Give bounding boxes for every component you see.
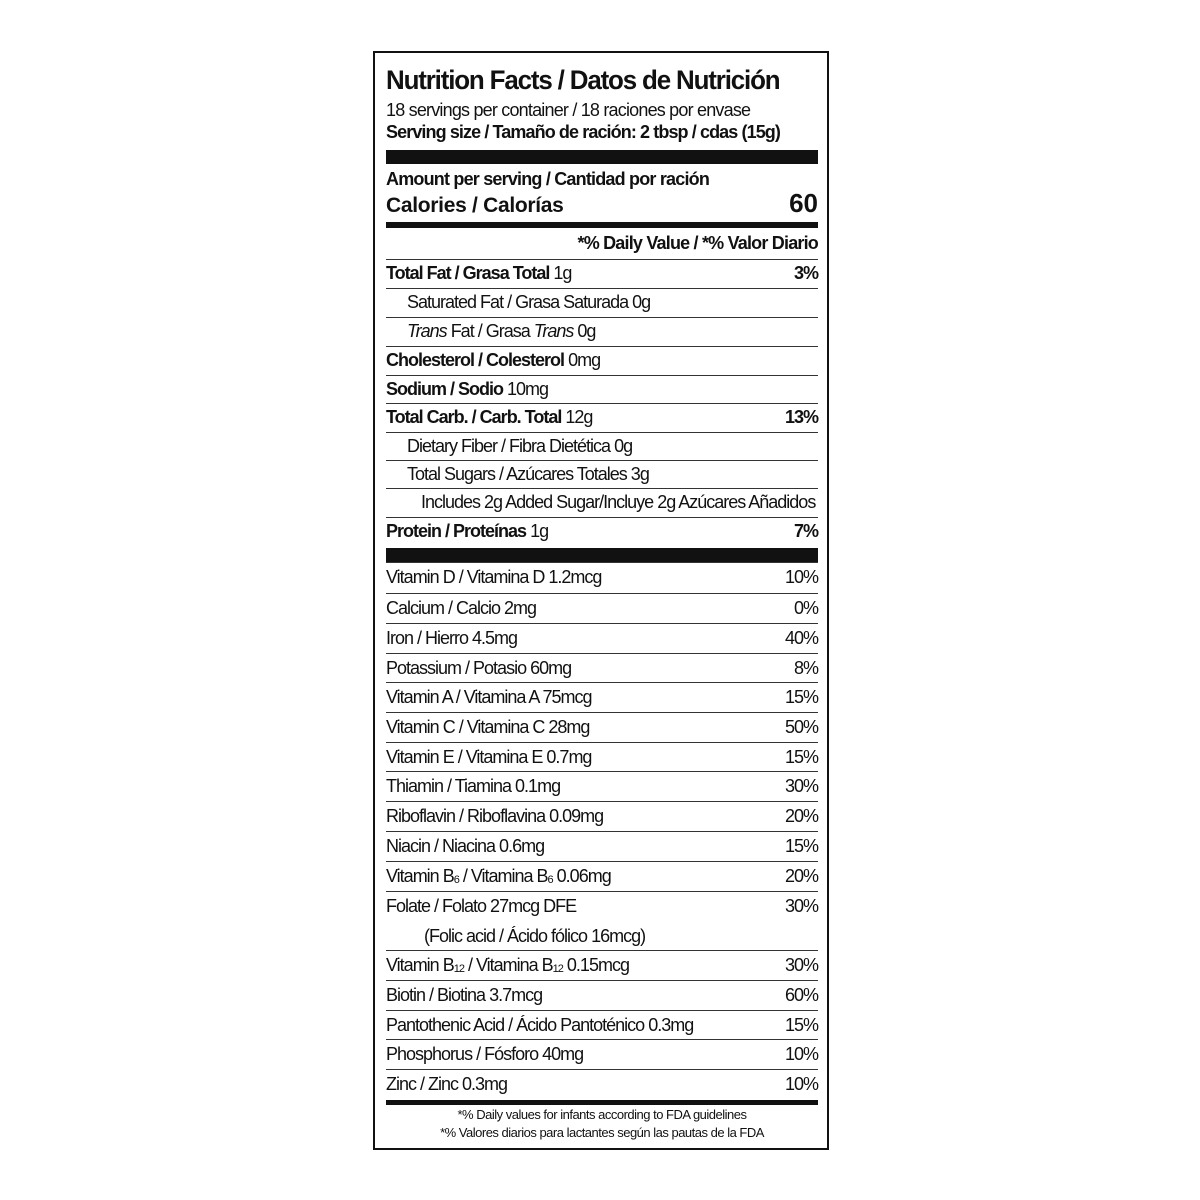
trans-word: Trans [407,321,447,341]
vitamin-row [386,593,818,623]
vitamin-row [386,1010,818,1040]
nutrient-amount: 1g [530,521,549,541]
vitamin-row [386,801,818,831]
thick-divider [386,548,818,562]
vitamin-dv: 20% [784,866,818,886]
vitamin-row [386,623,818,653]
vitamin-label: Vitamin A / Vitamina A 75mcg [386,687,592,707]
vitamin-row-b12 [386,950,818,980]
b12-amount: 0.15mcg [562,955,629,975]
nutrient-amount: 1g [553,263,572,283]
vitamin-row [386,771,818,801]
label-content [386,53,818,1148]
vitamin-row [386,682,818,712]
nutrient-row-total-fat [386,259,818,288]
nutrient-name: Saturated Fat / Grasa Saturada [407,292,629,312]
b12-subscript-es: 12 [552,963,563,975]
b6-text-a: Vitamin B [386,866,454,886]
medium-divider [386,222,818,228]
nutrient-name: Total Sugars / Azúcares Totales 3g [407,464,649,484]
vitamin-dv: 40% [784,628,818,648]
nutrient-row-total-sugars [386,460,818,489]
vitamin-dv: 10% [784,1074,818,1094]
b6-amount: 0.06mg [552,866,611,886]
nutrient-row-cholesterol [386,346,818,375]
vitamin-dv: 30% [784,776,818,796]
vitamin-dv: 15% [784,687,818,707]
folic-acid-label: (Folic acid / Ácido fólico 16mcg) [424,926,646,946]
vitamin-label [386,866,611,887]
vitamin-dv: 10% [784,567,818,587]
b12-text-a: Vitamin B [386,955,454,975]
vitamin-label: Niacin / Niacina 0.6mg [386,836,545,856]
nutrient-amount: 0g [577,321,596,341]
nutrient-name: Total Carb. / Carb. Total [386,407,562,427]
vitamin-dv: 50% [784,717,818,737]
trans-word-es: Trans [533,321,574,341]
vitamin-row [386,1069,818,1099]
calories-label: Calories / Calorías [386,194,564,217]
nutrient-name: Sodium / Sodio [386,379,503,399]
vitamin-row-b6 [386,861,818,891]
nutrient-dv: 3% [793,263,818,283]
vitamin-row [386,831,818,861]
nutrient-row-dietary-fiber [386,432,818,461]
trans-fat-text: Fat / Grasa [446,321,534,341]
label-title: Nutrition Facts / Datos de Nutrición [386,65,780,95]
nutrient-row-trans-fat [386,317,818,346]
vitamin-label: Folate / Folato 27mcg DFE [386,896,577,916]
b6-subscript-es: 6 [547,874,553,886]
nutrient-name: Total Fat / Grasa Total [386,263,550,283]
vitamin-label: Vitamin E / Vitamina E 0.7mg [386,747,592,767]
vitamin-row [386,1039,818,1069]
vitamin-label [386,955,629,976]
serving-size: Serving size / Tamaño de ración: 2 tbsp / cdas (15g) [386,122,780,142]
vitamin-dv: 15% [784,836,818,856]
vitamin-label: Calcium / Calcio 2mg [386,598,537,618]
nutrient-row-added-sugars [386,488,818,517]
vitamin-row-folate [386,891,818,950]
vitamin-label: Vitamin C / Vitamina C 28mg [386,717,590,737]
nutrient-amount: 0g [632,292,651,312]
vitamin-row [386,653,818,683]
nutrient-amount: 0mg [568,350,601,370]
footer-divider [386,1100,818,1105]
nutrient-row-total-carb [386,403,818,432]
vitamin-label: Potassium / Potasio 60mg [386,658,572,678]
nutrient-dv: 7% [793,521,818,541]
vitamin-label: Pantothenic Acid / Ácido Pantoténico 0.3mg [386,1015,694,1035]
b12-text-b: / Vitamina B [463,955,553,975]
servings-per-container: 18 servings per container / 18 raciones por envase [386,100,751,120]
amount-per-serving: Amount per serving / Cantidad por ración [386,169,710,189]
nutrient-amount: 12g [565,407,593,427]
vitamin-dv: 60% [784,985,818,1005]
vitamin-dv: 8% [793,658,818,678]
nutrient-row-sodium [386,375,818,404]
vitamin-dv: 0% [793,598,818,618]
nutrient-row-protein [386,517,818,546]
b6-text-b: / Vitamina B [458,866,548,886]
vitamin-dv: 15% [784,747,818,767]
b12-subscript: 12 [453,963,464,975]
footnote-english: *% Daily values for infants according to FDA guidelines [457,1107,747,1122]
vitamin-row [386,742,818,772]
vitamin-row [386,562,818,592]
vitamin-label: Thiamin / Tiamina 0.1mg [386,776,561,796]
vitamin-label: Biotin / Biotina 3.7mcg [386,985,543,1005]
vitamin-label: Zinc / Zinc 0.3mg [386,1074,508,1094]
b6-subscript: 6 [453,874,459,886]
footnote-spanish: *% Valores diarios para lactantes según las pautas de la FDA [440,1125,764,1140]
nutrient-name: Cholesterol / Colesterol [386,350,565,370]
nutrition-facts-label [373,51,829,1150]
vitamin-dv: 30% [784,955,818,975]
vitamin-dv: 20% [784,806,818,826]
vitamin-label: Riboflavin / Riboflavina 0.09mg [386,806,604,826]
vitamin-dv: 30% [784,896,818,916]
thick-divider [386,150,818,164]
vitamin-dv: 10% [784,1044,818,1064]
nutrient-name: Includes 2g Added Sugar/Incluye 2g Azúcares Añadidos [421,492,816,512]
nutrient-amount: 10mg [507,379,549,399]
nutrient-name: Protein / Proteínas [386,521,527,541]
vitamin-label: Iron / Hierro 4.5mg [386,628,518,648]
vitamin-label: Phosphorus / Fósforo 40mg [386,1044,584,1064]
vitamin-row [386,712,818,742]
nutrient-row-saturated-fat [386,288,818,317]
vitamin-label: Vitamin D / Vitamina D 1.2mcg [386,567,602,587]
nutrient-name: Dietary Fiber / Fibra Dietética 0g [407,436,633,456]
vitamin-row [386,980,818,1010]
vitamin-dv: 15% [784,1015,818,1035]
nutrient-dv: 13% [784,407,818,427]
daily-value-header: *% Daily Value / *% Valor Diario [577,233,818,253]
calories-value: 60 [789,188,818,218]
